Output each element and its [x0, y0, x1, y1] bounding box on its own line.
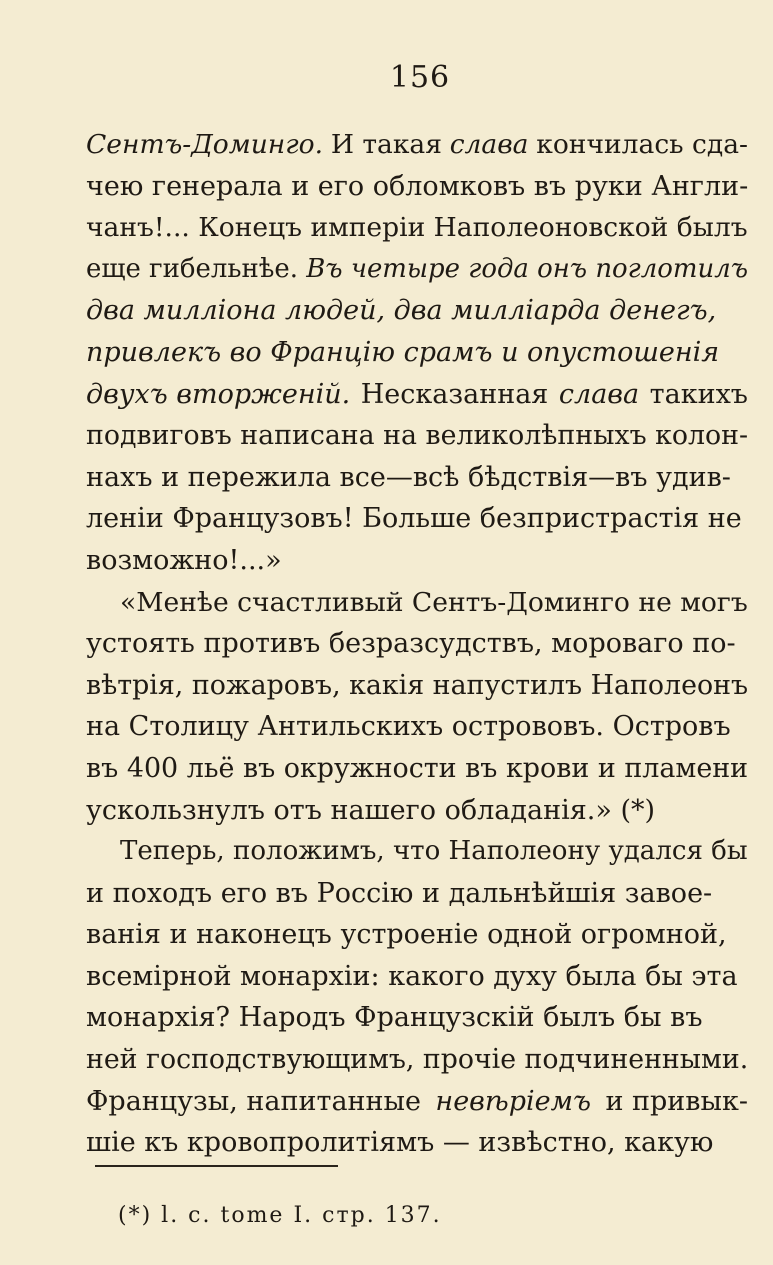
word-group: устоять противъ безразсудствъ, мороваго по-: [86, 628, 736, 660]
text-line: [86, 790, 748, 832]
text-line: [86, 249, 748, 291]
word-group: всемірной монархіи: какого духу была бы эта: [86, 960, 738, 992]
text-line: [86, 540, 748, 582]
text-line: [86, 914, 748, 956]
word-group: два милліона людей, два милліарда денегъ,: [86, 295, 717, 327]
word-group: Несказанная: [360, 378, 549, 410]
footnote: (*) l. c. tome I. стр. 137.: [118, 1203, 442, 1228]
text-line: [86, 124, 748, 166]
word-group: подвиговъ написана на великолѣпныхъ колон-: [86, 420, 749, 452]
text-line: [86, 956, 748, 998]
text-line: [86, 831, 748, 873]
word-group: монархія? Народъ Французскій былъ бы въ: [86, 1002, 703, 1034]
word-group: и привык-: [605, 1085, 748, 1117]
word-group: вѣтрія, пожаровъ, какія напустилъ Наполеонъ: [86, 669, 749, 701]
text-line: [86, 623, 748, 665]
word-group: двухъ вторженій.: [86, 378, 351, 410]
word-group: ванія и наконецъ устроеніе одной огромной,: [86, 919, 727, 951]
word-group: и походъ его въ Россію и дальнѣйшія завое-: [86, 877, 713, 909]
word-group: возможно!...»: [86, 544, 282, 576]
word-group: чею генерала и его обломковъ въ руки Англи-: [86, 170, 749, 202]
word-group: Французы, напитанные: [86, 1085, 421, 1117]
word-group: невѣріемъ: [435, 1085, 592, 1117]
text-line: [86, 332, 748, 374]
word-group: нахъ и пережила все—всѣ бѣдствія—въ удив-: [86, 461, 731, 493]
page-number: 156: [389, 60, 451, 95]
footnote-divider: [95, 1165, 338, 1167]
word-group: на Столицу Антильскихъ острововъ. Островъ: [86, 711, 731, 743]
text-line: [86, 706, 748, 748]
text-line: [86, 582, 748, 624]
body-text: [86, 124, 748, 1164]
word-group: Въ четыре года онъ поглотилъ: [306, 253, 748, 284]
text-line: [86, 457, 748, 499]
word-group: ней господствующимъ, прочіе подчиненными.: [86, 1044, 749, 1076]
word-group: Сентъ-Доминго.: [86, 129, 324, 160]
text-line: [86, 1122, 748, 1164]
word-group: кончилась сда-: [536, 129, 748, 160]
word-group: еще гибельнѣе.: [86, 253, 299, 284]
text-line: [86, 290, 748, 332]
text-line: [86, 1039, 748, 1081]
text-line: [86, 166, 748, 208]
word-group: леніи Французовъ! Больше безпристрастія не: [86, 503, 742, 535]
text-line: [86, 665, 748, 707]
text-line: [86, 997, 748, 1039]
text-line: [86, 748, 748, 790]
word-group: слава: [449, 129, 529, 160]
word-group: «Менѣе счастливый Сентъ-Доминго не могъ: [120, 586, 748, 618]
text-line: [86, 498, 748, 540]
text-line: [86, 207, 748, 249]
word-group: привлекъ во Францію срамъ и опустошенія: [86, 336, 720, 368]
word-group: И такая: [330, 129, 442, 160]
word-group: такихъ: [649, 378, 748, 410]
text-line: [86, 415, 748, 457]
word-group: чанъ!... Конецъ имперіи Наполеоновской былъ: [86, 212, 748, 244]
word-group: слава: [558, 378, 640, 410]
word-group: въ 400 льё въ окружности въ крови и пламени: [86, 752, 749, 784]
text-line: [86, 374, 748, 416]
text-line: [86, 873, 748, 915]
word-group: шіе къ кровопролитіямъ — извѣстно, какую: [86, 1127, 714, 1159]
word-group: ускользнулъ отъ нашего обладанія.» (*): [86, 794, 656, 826]
word-group: Теперь, положимъ, что Наполеону удался бы: [120, 836, 748, 867]
text-line: [86, 1081, 748, 1123]
